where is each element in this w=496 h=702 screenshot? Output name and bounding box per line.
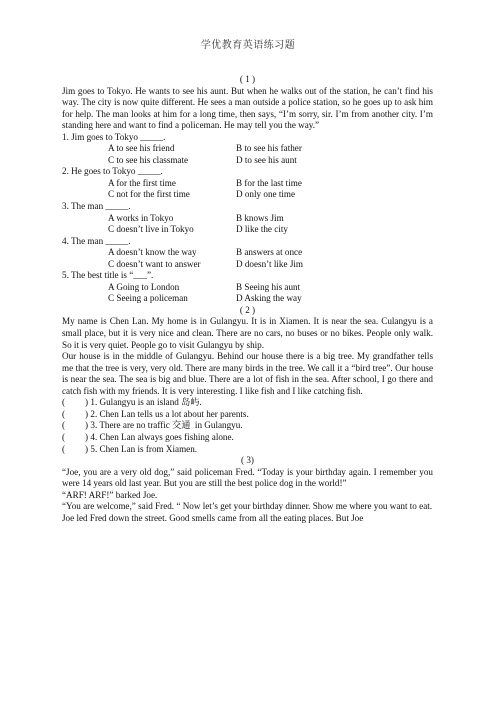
option-a: A doesn’t know the way xyxy=(108,247,197,258)
true-false-item xyxy=(62,409,433,421)
question-2-options-row-1 xyxy=(108,178,433,190)
paren-close: ) xyxy=(85,431,89,442)
section-1-label: ( 1 ) xyxy=(239,74,256,84)
paren-close: ) xyxy=(85,408,89,419)
question-1-options-row-1 xyxy=(108,143,433,155)
option-d: D Asking the way xyxy=(236,293,302,304)
option-b: B for the last time xyxy=(236,177,302,188)
option-b: B answers at once xyxy=(236,247,303,258)
paren-open: ( xyxy=(62,420,66,431)
paren-open: ( xyxy=(62,443,66,454)
page-header: 学优教育英语练习题 xyxy=(200,40,296,51)
paren-open: ( xyxy=(62,397,66,408)
section-3-label: ( 3) xyxy=(241,455,254,466)
section-2-passage-1: My name is Chen Lan. My home is in Gulangyu. It is in Xiamen. It is near the sea. Culangyu is a small place, but it is very nice and clean. There are no cars, no buses or no bikes. People only walk. So it is very quiet. People go to visit Gulangyu by ship. xyxy=(62,316,433,350)
statement-text: 1. Gulangyu is an island 岛屿. xyxy=(90,397,202,408)
document-body xyxy=(62,74,433,524)
option-d: D doesn’t like Jim xyxy=(236,258,303,269)
question-4-stem: 4. The man _____. xyxy=(62,235,131,246)
option-b: B to see his father xyxy=(236,143,302,154)
option-b: B Seeing his aunt xyxy=(236,281,301,292)
option-c: C to see his classmate xyxy=(108,154,189,165)
option-a: A for the first time xyxy=(108,177,176,188)
section-3-paragraph-2: “ARF! ARF!” barked Joe. xyxy=(62,489,158,500)
question-1-options-row-2 xyxy=(108,155,433,167)
option-a: A works in Tokyo xyxy=(108,212,174,223)
option-d: D to see his aunt xyxy=(236,154,297,165)
section-2-passage-2: Our house is in the middle of Gulangyu. Behind our house there is a big tree. My grandfather tells me that the tree is very, very old. There are many birds in the tree. We call it a “bird tree”. Our house is near the sea. The sea is big and blue. There are a lot of fish in the sea. After school, I go there and catch fish with my friends. It is very interesting. I like fish and I like catching fish. xyxy=(62,351,433,396)
paren-close: ) xyxy=(85,420,89,431)
true-false-item xyxy=(62,420,433,432)
statement-text: 5. Chen Lan is from Xiamen. xyxy=(90,443,198,454)
paren-open: ( xyxy=(62,408,66,419)
question-2-stem: 2. He goes to Tokyo _____. xyxy=(62,166,163,177)
paren-close: ) xyxy=(85,443,89,454)
option-a: A to see his friend xyxy=(108,143,175,154)
option-a: A Going to London xyxy=(108,281,180,292)
question-3-options-row-2 xyxy=(108,224,433,236)
question-4-options-row-1 xyxy=(108,247,433,259)
section-3-paragraph-4: Joe led Fred down the street. Good smells came from all the eating places. But Joe xyxy=(62,512,364,523)
question-5-stem: 5. The best title is “___”. xyxy=(62,270,154,281)
option-c: C Seeing a policeman xyxy=(108,293,188,304)
option-c: C not for the first time xyxy=(108,189,190,200)
paren-close: ) xyxy=(85,397,89,408)
question-2-options-row-2 xyxy=(108,189,433,201)
question-5-options-row-2 xyxy=(108,293,433,305)
option-c: C doesn’t want to answer xyxy=(108,258,201,269)
option-c: C doesn’t live in Tokyo xyxy=(108,224,194,235)
question-3-options-row-1 xyxy=(108,213,433,225)
statement-text: 3. There are no traffic 交通 in Gulangyu. xyxy=(90,420,243,431)
statement-text: 2. Chen Lan tells us a lot about her parents. xyxy=(90,408,249,419)
question-4-options-row-2 xyxy=(108,259,433,271)
true-false-item xyxy=(62,432,433,444)
section-1-passage: Jim goes to Tokyo. He wants to see his aunt. But when he walks out of the station, he can’t find his way. The city is now quite different. He sees a man outside a police station, so he goes up to ask him for help. The man looks at him for a long time, then says, “I’m sorry, sir. I’m from another city. I’m standing here and want to find a policeman. He may tell you the way.” xyxy=(62,85,433,131)
option-d: D like the city xyxy=(236,224,288,235)
paren-open: ( xyxy=(62,431,66,442)
option-b: B knows Jim xyxy=(236,212,284,223)
question-3-stem: 3. The man _____. xyxy=(62,201,131,212)
true-false-item xyxy=(62,444,433,456)
statement-text: 4. Chen Lan always goes fishing alone. xyxy=(90,431,234,442)
option-d: D only one time xyxy=(236,189,296,200)
section-3-paragraph-1: “Joe, you are a very old dog,” said policeman Fred. “Today is your birthday again. I remember you were 14 years old last year. But you are still the best police dog in the world!” xyxy=(62,466,433,489)
question-1-stem: 1. Jim goes to Tokyo _____. xyxy=(62,131,166,142)
true-false-item xyxy=(62,397,433,409)
section-2-label: ( 2 ) xyxy=(239,304,256,315)
question-5-options-row-1 xyxy=(108,282,433,294)
section-3-paragraph-3: “You are welcome,” said Fred. “ Now let’s get your birthday dinner. Show me where you want to eat. xyxy=(62,501,433,512)
